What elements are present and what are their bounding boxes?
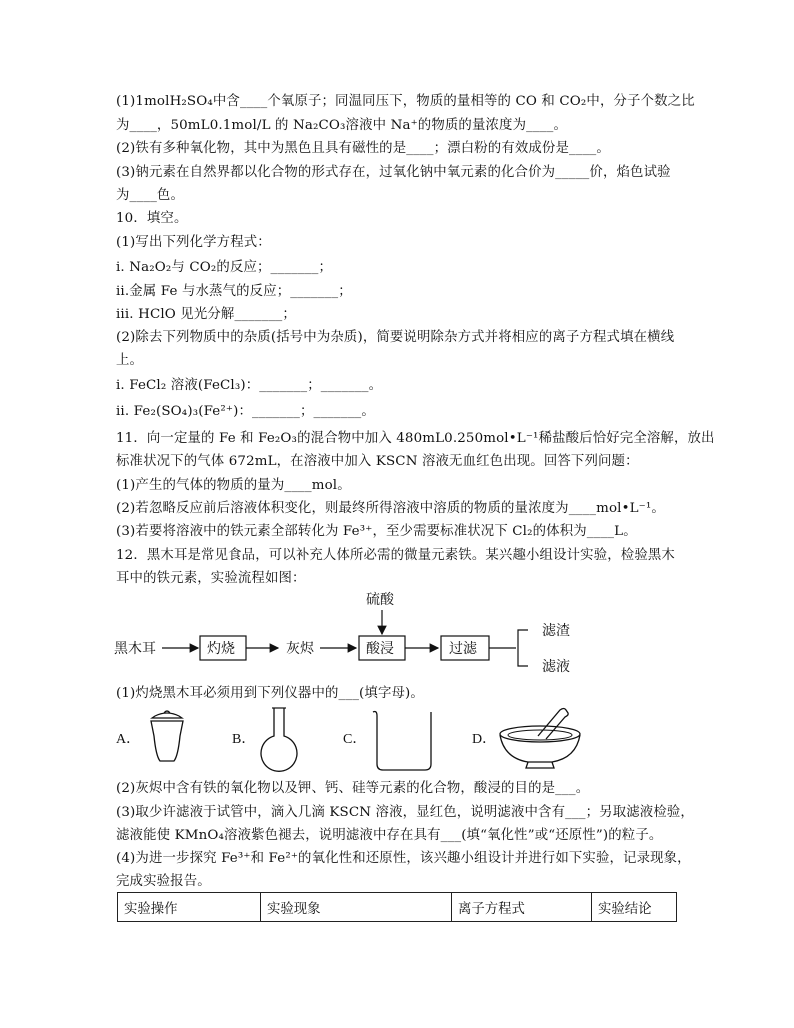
option-a-label: A． bbox=[116, 732, 141, 747]
flow-step-burn: 灼烧 bbox=[207, 641, 235, 657]
q11-3: (3)若要将溶液中的铁元素全部转化为 Fe³⁺，至少需要标准状况下 Cl₂的体积为____L。 bbox=[116, 524, 637, 539]
q9-2-line: (2)铁有多种氧化物，其中为黑色且具有磁性的是____；漂白粉的有效成份是____。 bbox=[116, 141, 610, 156]
flow-start-label: 黑木耳 bbox=[114, 641, 156, 657]
q10-2-ii: ii. Fe₂(SO₄)₃(Fe²⁺)：_______；_______。 bbox=[116, 404, 375, 419]
q11-2: (2)若忽略反应前后溶液体积变化，则最终所得溶液中溶质的物质的量浓度为____mol•L⁻¹。 bbox=[116, 501, 665, 516]
q9-3-line1: (3)钠元素在自然界都以化合物的形式存在，过氧化钠中氧元素的化合价为_____价，焰色试验 bbox=[116, 165, 671, 180]
q10-1-i: i. Na₂O₂与 CO₂的反应；_______； bbox=[116, 260, 333, 275]
flow-branch-bracket bbox=[518, 630, 528, 666]
flow-filtrate-label: 滤液 bbox=[542, 659, 570, 675]
crucible-icon bbox=[142, 706, 192, 768]
option-d-label: D． bbox=[472, 732, 497, 747]
q12-2: (2)灰烬中含有铁的氧化物以及钾、钙、硅等元素的化合物，酸浸的目的是___。 bbox=[116, 781, 590, 796]
option-c-label: C． bbox=[343, 732, 367, 747]
mortar-pestle-icon bbox=[498, 706, 584, 772]
q9-1-line2: 为____，50mL0.1mol/L 的 Na₂CO₃溶液中 Na⁺的物质的量浓度为____。 bbox=[116, 118, 568, 133]
flow-step-acid-leach: 酸浸 bbox=[366, 641, 394, 657]
q9-3-line2: 为____色。 bbox=[116, 188, 185, 203]
process-flow-diagram bbox=[110, 592, 590, 682]
round-bottom-flask-icon bbox=[254, 706, 304, 772]
q10-title: 10．填空。 bbox=[116, 211, 188, 226]
header-operation: 实验操作 bbox=[118, 893, 261, 922]
q12-line2: 耳中的铁元素，实验流程如图： bbox=[116, 571, 306, 586]
q12-line1: 12．黑木耳是常见食品，可以补充人体所必需的微量元素铁。某兴趣小组设计实验，检验黑木 bbox=[116, 548, 675, 563]
option-b-label: B． bbox=[232, 732, 256, 747]
experiment-report-table bbox=[117, 892, 677, 922]
q9-1-line1: (1)1molH₂SO₄中含____个氧原子；同温同压下，物质的量相等的 CO 和 CO₂中，分子个数之比 bbox=[116, 94, 695, 109]
q12-1: (1)灼烧黑木耳必须用到下列仪器中的___(填字母)。 bbox=[116, 686, 424, 701]
q12-3-line1: (3)取少许滤液于试管中，滴入几滴 KSCN 溶液，显红色，说明滤液中含有___；另取滤液检验， bbox=[116, 805, 694, 820]
q10-2-line2: 上。 bbox=[116, 353, 144, 368]
header-phenomenon: 实验现象 bbox=[261, 893, 452, 922]
option-c bbox=[343, 706, 453, 772]
flow-reagent-label: 硫酸 bbox=[366, 592, 394, 608]
flow-residue-label: 滤渣 bbox=[542, 623, 570, 639]
option-d bbox=[472, 706, 592, 772]
q10-2-line1: (2)除去下列物质中的杂质(括号中为杂质)，简要说明除杂方式并将相应的离子方程式填在横线 bbox=[116, 330, 675, 345]
q10-1-ii: ii.金属 Fe 与水蒸气的反应；_______； bbox=[116, 284, 352, 299]
header-ionic-equation: 离子方程式 bbox=[452, 893, 592, 922]
beaker-icon bbox=[369, 706, 435, 772]
option-b bbox=[232, 706, 322, 772]
q10-1-prompt: (1)写出下列化学方程式： bbox=[116, 235, 271, 250]
flow-step-filter: 过滤 bbox=[449, 641, 477, 657]
q12-3-line2: 滤液能使 KMnO₄溶液紫色褪去，说明滤液中存在具有___(填“氧化性”或“还原性”)的粒子。 bbox=[116, 828, 663, 843]
flow-ash-label: 灰烬 bbox=[286, 641, 314, 657]
q10-2-i: i. FeCl₂ 溶液(FeCl₃)：_______；_______。 bbox=[116, 378, 383, 393]
table-header-row bbox=[118, 893, 677, 922]
option-a bbox=[116, 706, 206, 772]
header-conclusion: 实验结论 bbox=[592, 893, 677, 922]
q12-4-line1: (4)为进一步探究 Fe³⁺和 Fe²⁺的氧化性和还原性，该兴趣小组设计并进行如下实验，记录现象， bbox=[116, 851, 691, 866]
q12-4-line2: 完成实验报告。 bbox=[116, 874, 211, 889]
q11-line1: 11．向一定量的 Fe 和 Fe₂O₃的混合物中加入 480mL0.250mol•L⁻¹稀盐酸后恰好完全溶解，放出 bbox=[116, 431, 715, 446]
q11-1: (1)产生的气体的物质的量为____mol。 bbox=[116, 478, 351, 493]
q10-1-iii: iii. HClO 见光分解_______； bbox=[116, 307, 296, 322]
q11-line2: 标准状况下的气体 672mL，在溶液中加入 KSCN 溶液无血红色出现。回答下列问题： bbox=[116, 454, 639, 469]
